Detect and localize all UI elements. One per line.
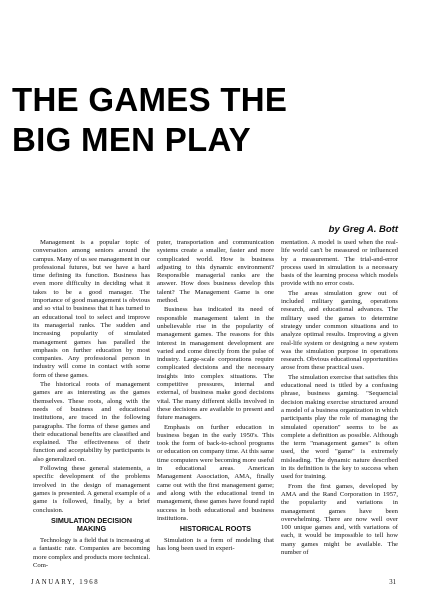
section-heading-line: MAKING (76, 524, 107, 534)
paragraph: From the first games, developed by AMA and the Rand Corporation in 1957, the popularity and variations in management games have been overwhelming. There are now well over 100 unique games and, with variations of each, it would be impossible to tell how many games might be available. The number of (281, 482, 398, 556)
paragraph: Following these general statements, a specific development of the problems involved in the design of management games is presented. A general example of a game is followed, finally, by a brief conclusion. (33, 465, 150, 514)
text-column-3 (281, 239, 398, 558)
paragraph: Simulation is a form of modeling that has long been used in experi- (157, 536, 274, 552)
paragraph: Management is a popular topic of conversation among seniors around the campus. Many of us see management in our professional futures, but we have a hard time defining its function. Business has even more difficulty in deciding what it takes to be a good manager. The importance of good management is obvious and so vital to business that it has turned to an educational tool to select and improve its managerial ranks. The sudden and increasing popularity of simulated management games has paralled the emphasis on further education by most companies. Any professional person in industry will come in contact with some form of these games. (33, 239, 150, 379)
paragraph: Technology is a field that is increasing at a fantastic rate. Companies are becoming more complex and products more technical. Com- (33, 536, 150, 569)
article-title-line-2: BIG MEN PLAY (12, 121, 251, 158)
article-body (0, 239, 429, 575)
paragraph: Emphasis on further education in business began in the early 1950's. This took the form of back-to-school programs or education on company time. At this same time computers were becoming more useful in educational areas. American Management Association, AMA, finally came out with the first management game; and along with the educational trend in management, these games have found rapid success in both educational and business institutions. (157, 423, 274, 522)
paragraph: Business has indicated its need of responsible management talent in the unbelievable rise in the popularity of management games. The reasons for this interest in management development are varied and come directly from the pulse of industry. Large-scale corporations require complicated decisions and the necessary insights into complex situations. The competitive pressures, internal and external, of business make good decisions vital. The many different skills involved in these decisions are available to present and future managers. (157, 306, 274, 422)
paragraph: The historical roots of management games are as interesting as the games themselves. These roots, along with the needs of business and educational institutions, are traced in the following paragraphs. The forms of these games and their educational benefits are classified and explained. The effectiveness of their function and acceptability by participants is also generalized on. (33, 381, 150, 463)
text-column-1 (33, 239, 150, 571)
section-heading-line: HISTORICAL ROOTS (179, 524, 252, 534)
section-heading (157, 525, 274, 534)
byline: by Greg A. Bott (328, 224, 398, 235)
paragraph: mentation. A model is used when the real-life world can't be measured or influenced by a measurement. The trial-and-error process used in simulation is a necessary basis of the learning process which models provide with no error costs. (281, 239, 398, 288)
paragraph: puter, transportation and communication systems create a smaller, faster and more complicated world. How is business adjusting to this dynamic environment? Responsible managerial ranks are the answer. How does business develop this talent? The Management Game is one method. (157, 239, 274, 305)
section-heading (33, 517, 150, 534)
issue-date: JANUARY, 1968 (31, 579, 100, 586)
article-title-line-1: THE GAMES THE (12, 81, 288, 118)
paragraph: The simulation exercise that satisfies this educational need is titled by a confusing phrase, business gaming. "Sequencial decision making exercise structured around a model of a business organization in which participants play the role of managing the simulated operation" seems to be as complete a definition as possible. Although the term "management games" is often used, the word "game" is extremely misleading. The dynamic nature described in its definition is the key to success when used for training. (281, 373, 398, 481)
section-heading-line: SIMULATION DECISION (51, 515, 132, 525)
text-column-2 (157, 239, 274, 554)
paragraph: The areas simulation grew out of included military gaming, operations research, and educational advances. The military used the games to determine strategy under common situations and to analyze optimal results. Improving a given real-life system or designing a new system was the simulation purpose in operations research. Obvious educational opportunities arose from these practical uses. (281, 289, 398, 372)
page-number: 31 (389, 579, 396, 586)
article-title (12, 80, 312, 160)
